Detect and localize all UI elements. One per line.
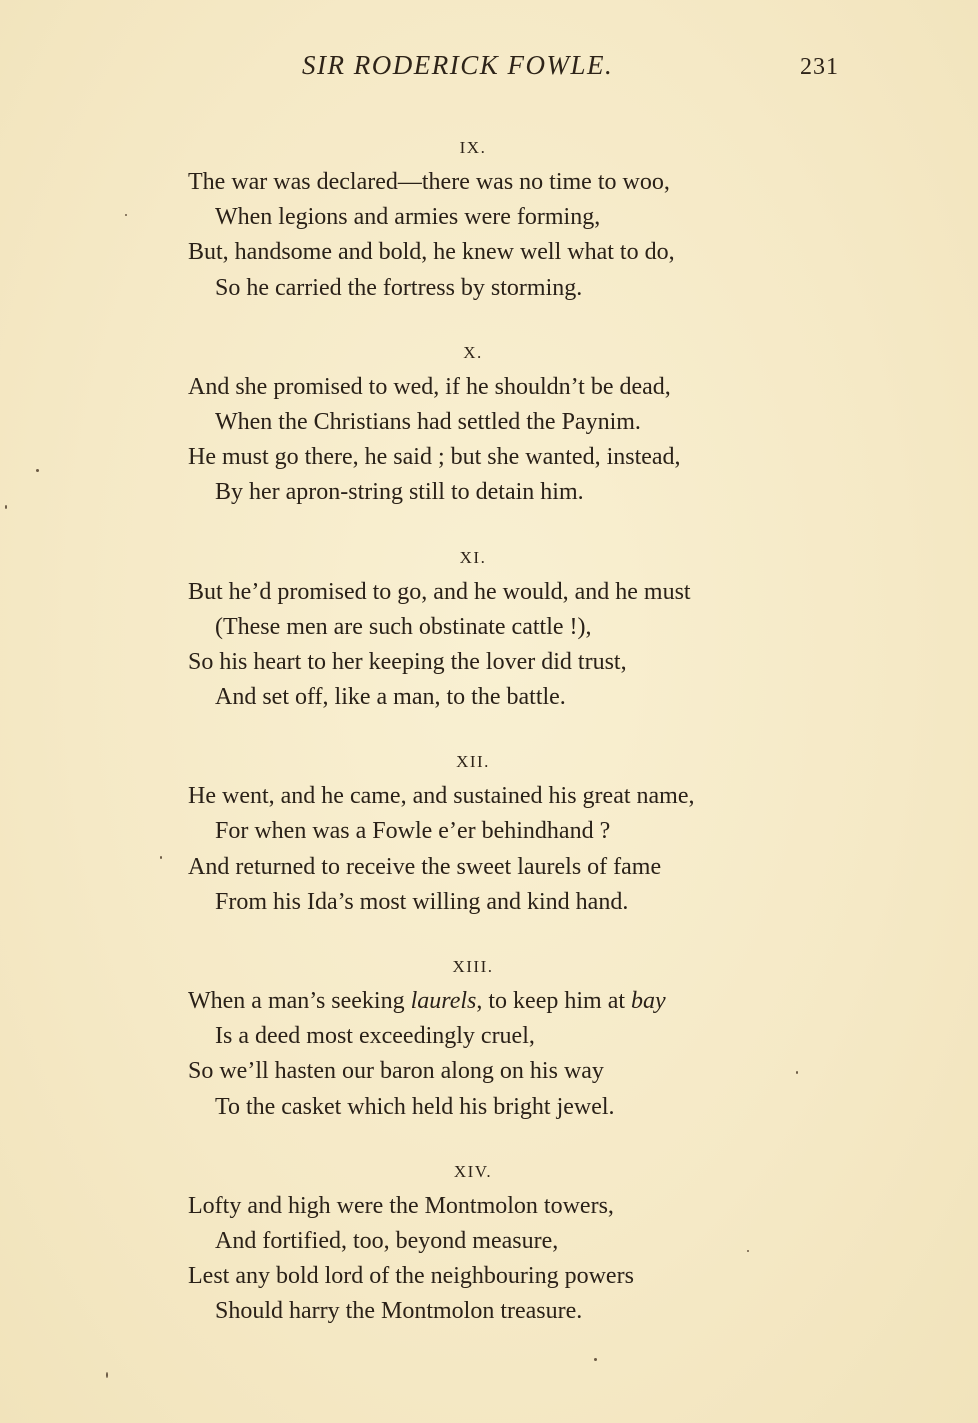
verse-line: Lofty and high were the Montmolon towers, (188, 1192, 614, 1219)
stanza-x (188, 336, 828, 511)
verse-text: , to keep him at (476, 988, 632, 1014)
verse-line: He went, and he came, and sustained his great name, (188, 783, 695, 810)
running-head (0, 50, 978, 90)
stanza-xiv (188, 1155, 828, 1330)
italic-word: laurels (410, 988, 477, 1014)
paper-speck (36, 469, 39, 472)
stanza-numeral: IX. (459, 138, 487, 157)
paper-speck (747, 1250, 749, 1252)
verse-line: (These men are such obstinate cattle !), (215, 613, 592, 640)
stanza-numeral: XII. (456, 752, 490, 772)
verse-line: So we’ll hasten our baron along on his way (188, 1058, 604, 1085)
verse-line: And she promised to wed, if he shouldn’t be dead, (188, 373, 671, 400)
paper-speck (594, 1358, 597, 1361)
stanza-xi (188, 541, 828, 716)
verse-line: When the Christians had settled the Paynim. (215, 408, 641, 435)
stanza-ix (188, 131, 828, 306)
italic-word: bay (631, 988, 666, 1014)
page-number: 231 (800, 54, 839, 80)
verse-line: And returned to receive the sweet laurels of fame (188, 853, 662, 880)
running-title: SIR RODERICK FOWLE. (302, 50, 614, 80)
paper-speck (106, 1372, 108, 1378)
verse-line: So he carried the fortress by storming. (215, 274, 583, 301)
verse-line: So his heart to her keeping the lover did trust, (188, 648, 627, 675)
poem-body (188, 131, 828, 1330)
stanza-xiii (188, 950, 828, 1125)
verse-line: Lest any bold lord of the neighbouring powers (188, 1263, 634, 1290)
verse-line: From his Ida’s most willing and kind hand. (215, 888, 629, 915)
verse-line: And fortified, too, beyond measure, (215, 1227, 559, 1254)
stanza-numeral: X. (463, 342, 483, 362)
paper-speck (125, 214, 127, 216)
verse-line: When legions and armies were forming, (215, 204, 601, 231)
verse-line: To the casket which held his bright jewel. (215, 1093, 615, 1120)
verse-line: For when was a Fowle e’er behindhand ? (215, 818, 611, 845)
stanza-numeral: XI. (459, 547, 487, 567)
stanza-numeral: XIII. (452, 957, 494, 976)
verse-line: Is a deed most exceedingly cruel, (215, 1023, 535, 1050)
verse-line: By her apron-string still to detain him. (215, 479, 584, 506)
paper-speck (5, 505, 7, 509)
verse-line: But, handsome and bold, he knew well what to do, (188, 239, 675, 266)
verse-line: Should harry the Montmolon treasure. (215, 1298, 583, 1325)
verse-line (188, 984, 828, 1019)
stanza-numeral: XIV. (453, 1161, 493, 1181)
paper-speck (796, 1071, 798, 1074)
paper-speck (160, 856, 162, 859)
verse-line: But he’d promised to go, and he would, and he must (188, 578, 691, 605)
verse-line: And set off, like a man, to the battle. (215, 684, 566, 711)
verse-line: He must go there, he said ; but she wanted, instead, (188, 444, 681, 471)
stanza-xii (188, 745, 828, 920)
verse-text: When a man’s seeking (188, 988, 411, 1014)
verse-line: The war was declared—there was no time to woo, (188, 169, 670, 195)
